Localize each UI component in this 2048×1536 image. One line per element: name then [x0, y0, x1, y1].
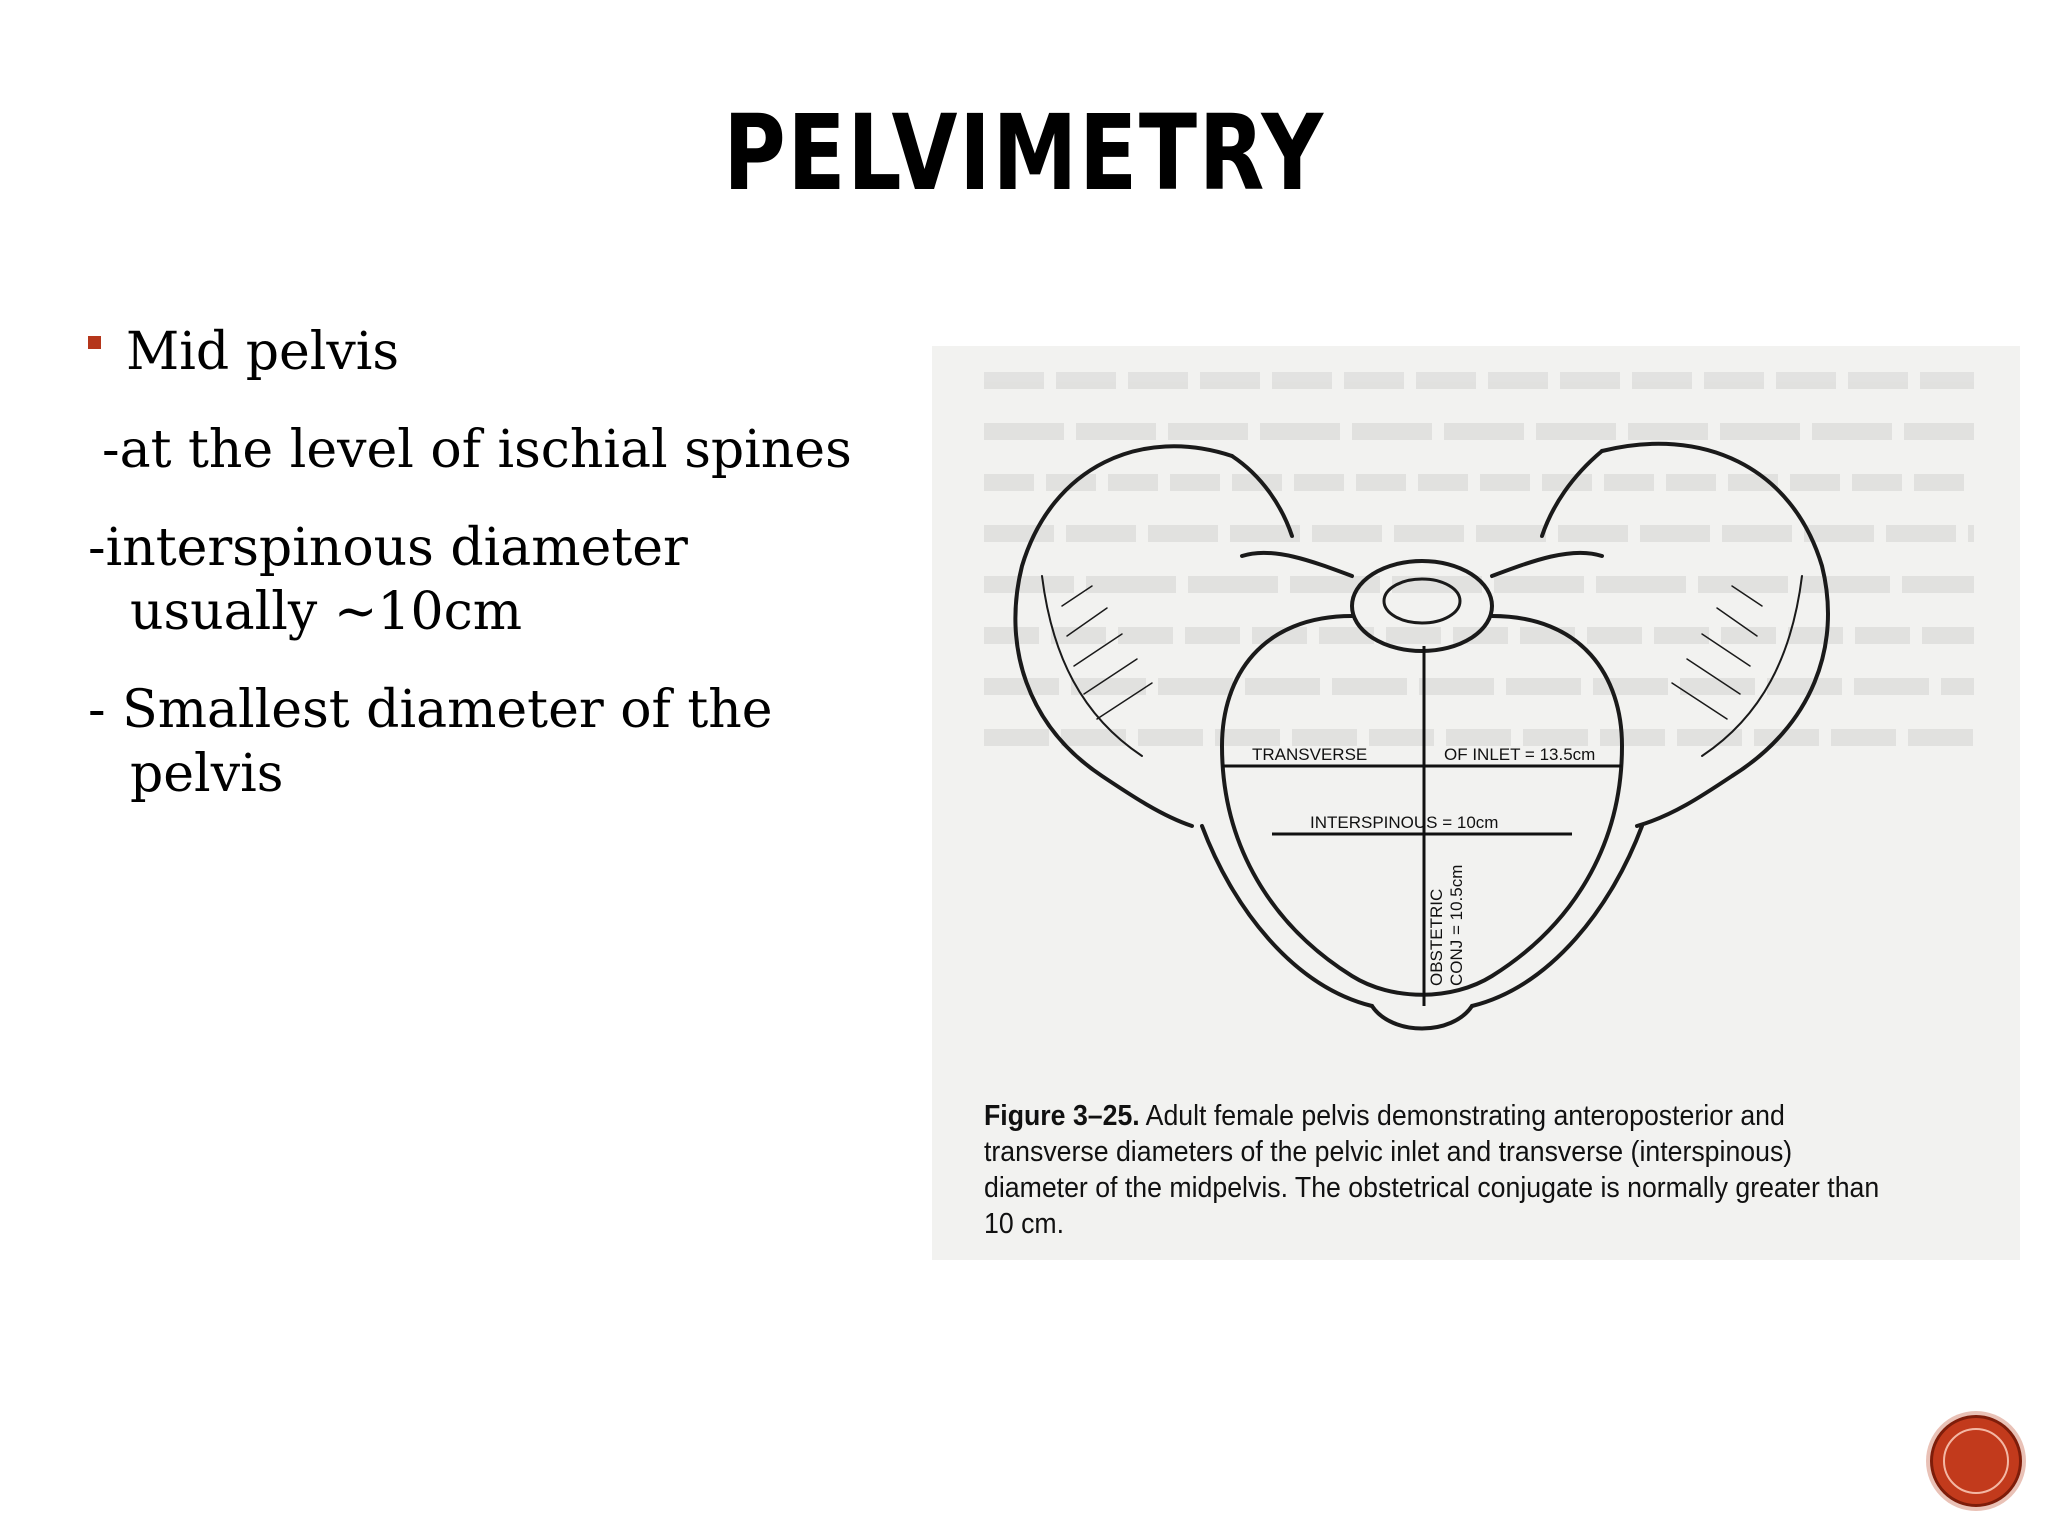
label-interspinous: INTERSPINOUS = 10cm: [1310, 813, 1499, 832]
figure-caption: [984, 1098, 1886, 1242]
sub-line-interspinous: [88, 516, 918, 644]
sub-line-text: -interspinous diameter: [88, 518, 688, 578]
next-slide-button[interactable]: [1930, 1415, 2022, 1507]
sub-line-text: pelvis: [130, 744, 284, 804]
square-bullet-icon: [88, 336, 101, 349]
label-conj: CONJ = 10.5cm: [1447, 864, 1466, 986]
label-of-inlet: OF INLET = 13.5cm: [1444, 745, 1596, 764]
slide-title: PELVIMETRY: [723, 92, 1325, 214]
label-obstetric: OBSTETRIC: [1427, 888, 1446, 986]
sub-line-text: - Smallest diameter of the: [88, 680, 773, 740]
sub-line-ischial-spines: -at the level of ischial spines: [102, 420, 852, 480]
label-transverse: TRANSVERSE: [1252, 745, 1368, 764]
bullet-item-mid-pelvis: [88, 320, 918, 384]
bullet-text: Mid pelvis: [126, 322, 400, 382]
caption-text: Adult female pelvis demonstrating anteroposterior and transverse diameters of the pelvic inlet and transverse (interspinous) diameter of the midpelvis. The obstetrical conjugate is normally greater than 10 cm.: [984, 1100, 1880, 1240]
bullet-list: [88, 320, 918, 806]
caption-label: Figure 3–25.: [984, 1100, 1140, 1132]
circle-icon: [1943, 1428, 2009, 1494]
pelvis-figure-image: [932, 346, 2020, 1260]
sub-line-text: usually ~10cm: [130, 582, 523, 642]
sub-line-smallest-diameter: [88, 678, 918, 806]
